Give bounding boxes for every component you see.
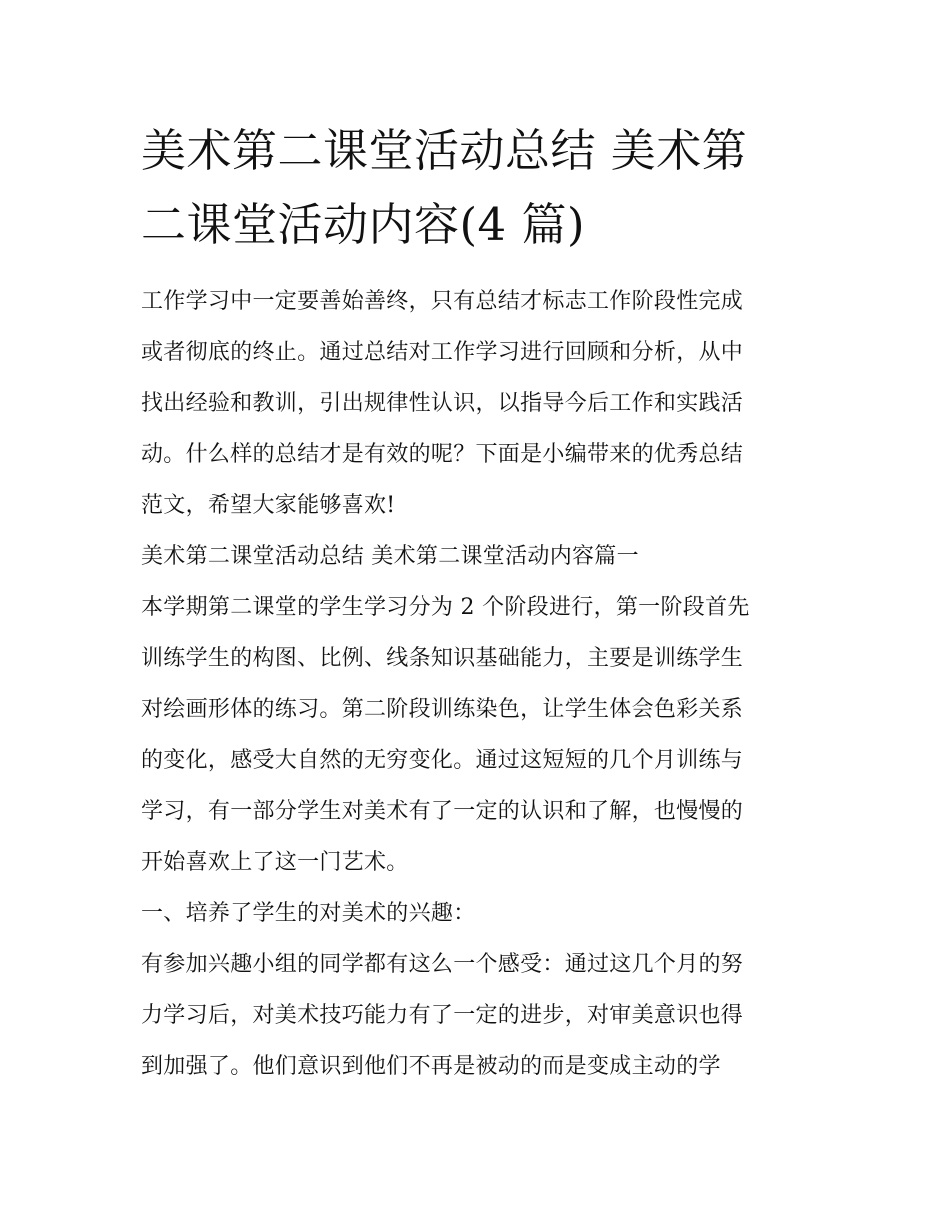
paragraph-list — [141, 276, 816, 1092]
section-heading: 美术第二课堂活动总结 美术第二课堂活动内容篇一 — [141, 544, 639, 569]
body-paragraph: 本学期第二课堂的学生学习分为 2 个阶段进行，第一阶段首先 训练学生的构图、比例、线条知识基础能力，主要是训练学生 对绘画形体的练习。第二阶段训练染色，让学生体会色彩关系 的变化，感受大自然的无穷变化。通过这短短的几个月训练与 学习，有一部分学生对美术有了一定的认识和了解，也慢慢的 开始喜欢上了这一门艺术。 — [141, 595, 750, 875]
document-title: 美术第二课堂活动总结 美术第 二课堂活动内容(4 篇) — [141, 124, 748, 251]
body-paragraph: 有参加兴趣小组的同学都有这么一个感受：通过这几个月的努 力学习后，对美术技巧能力有了一定的进步，对审美意识也得 到加强了。他们意识到他们不再是被动的而是变成主动的学 — [141, 952, 744, 1079]
intro-paragraph: 工作学习中一定要善始善终，只有总结才标志工作阶段性完成 或者彻底的终止。通过总结对工作学习进行回顾和分析，从中 找出经验和教训，引出规律性认识，以指导今后工作和实践活 动。什么样的总结才是有效的呢？下面是小编带来的优秀总结 范文，希望大家能够喜欢! — [141, 289, 744, 518]
subsection-heading: 一、培养了学生的对美术的兴趣： — [141, 901, 476, 926]
document-body — [141, 114, 816, 1092]
